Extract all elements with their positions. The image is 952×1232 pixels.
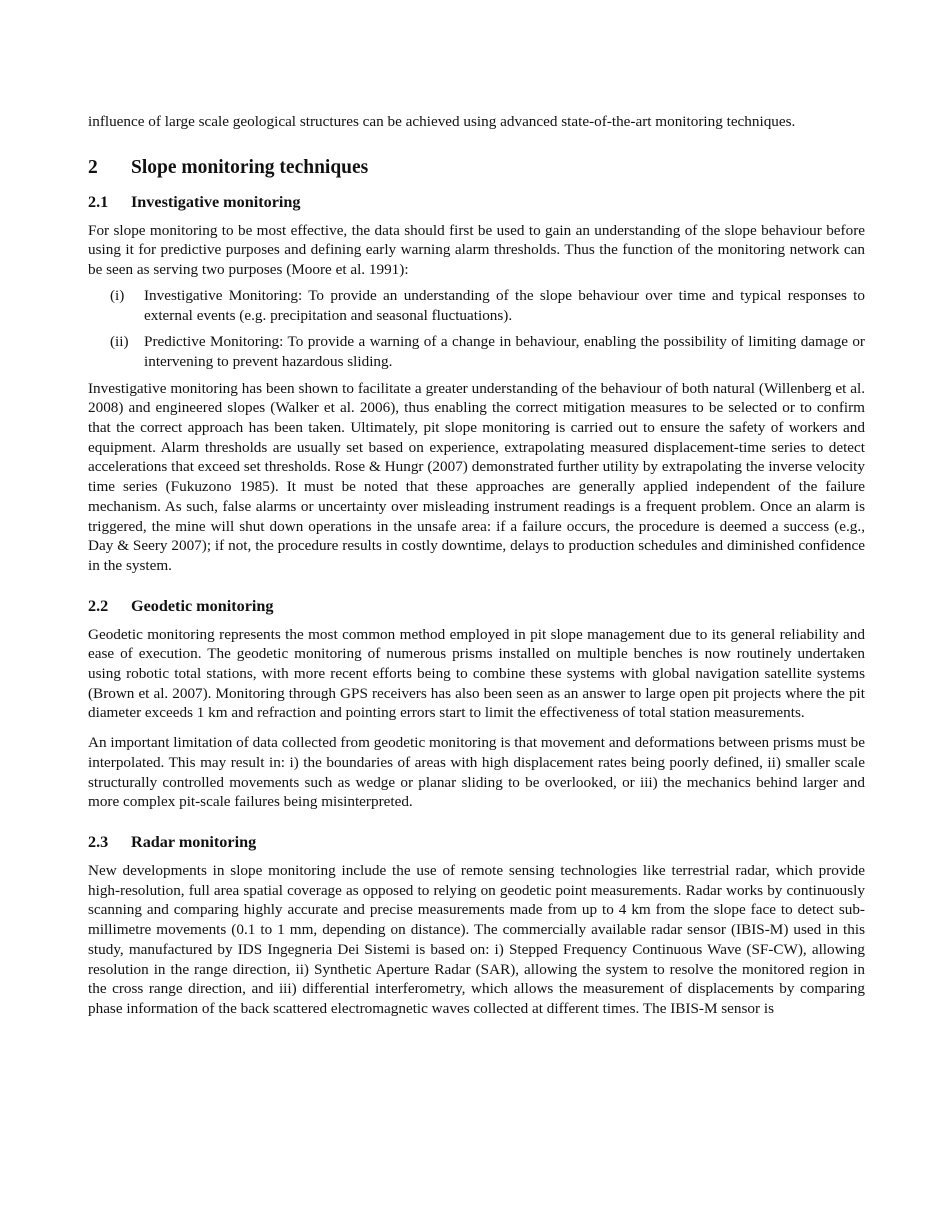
subsection-heading-radar	[88, 832, 865, 852]
subsection-title: Radar monitoring	[131, 832, 257, 851]
subsection-number: 2.1	[88, 192, 109, 211]
document-page	[88, 112, 865, 1019]
section-heading	[88, 156, 865, 180]
purpose-list	[88, 286, 865, 372]
list-item-text: Predictive Monitoring: To provide a warning of a change in behaviour, enabling the possibility of limiting damage or intervening to prevent hazardous sliding.	[144, 333, 865, 370]
paragraph: An important limitation of data collected from geodetic monitoring is that movement and deformations between prisms must be interpolated. This may result in: i) the boundaries of areas with high displacement rates being poorly defined, ii) smaller scale structurally controlled movements such as wedge or planar sliding to be overlooked, or iii) the mechanics behind larger and more complex pit-scale failures being misinterpreted.	[88, 734, 865, 811]
section-number: 2	[88, 156, 98, 178]
paragraph: New developments in slope monitoring include the use of remote sensing technologies like terrestrial radar, which provide high-resolution, full area spatial coverage as opposed to relying on geodetic point measurements. Radar works by continuously scanning and comparing highly accurate and precise measurements made from up to 4 km from the slope face to detect sub-millimetre movements (0.1 to 1 mm, depending on distance). The commercially available radar sensor (IBIS-M) used in this study, manufactured by IDS Ingegneria Dei Sistemi is based on: i) Stepped Frequency Continuous Wave (SF-CW), allowing resolution in the range direction, ii) Synthetic Aperture Radar (SAR), allowing the system to resolve the monitored region in the cross range direction, and iii) differential interferometry, which allows the measurement of displacements by comparing phase information of the back scattered electromagnetic waves collected at different times. The IBIS-M sensor is	[88, 861, 865, 1017]
section-title: Slope monitoring techniques	[131, 156, 369, 178]
subsection-number: 2.3	[88, 832, 109, 851]
subsection-title: Geodetic monitoring	[131, 596, 274, 615]
list-item-label: (ii)	[110, 333, 129, 351]
paragraph: Geodetic monitoring represents the most common method employed in pit slope management due to its general reliability and ease of execution. The geodetic monitoring of numerous prisms installed on multiple benches is now routinely undertaken using robotic total stations, with more recent efforts being to combine these systems with global navigation satellite systems (Brown et al. 2007). Monitoring through GPS receivers has also been seen as an answer to large open pit projects where the pit diameter exceeds 1 km and refraction and pointing errors start to limit the effectiveness of total station measurements.	[88, 625, 865, 722]
subsection-number: 2.2	[88, 596, 109, 615]
paragraph: Investigative monitoring has been shown to facilitate a greater understanding of the behaviour of both natural (Willenberg et al. 2008) and engineered slopes (Walker et al. 2006), thus enabling the correct mitigation measures to be selected or to confirm that the correct approach has been taken. Ultimately, pit slope monitoring is carried out to ensure the safety of workers and equipment. Alarm thresholds are usually set based on experience, extrapolating measured displacement-time series to detect accelerations that exceed set thresholds. Rose & Hungr (2007) demonstrated further utility by extrapolating the inverse velocity time series (Fukuzono 1985). It must be noted that these approaches are generally applied independent of the failure mechanism. As such, false alarms or uncertainty over misleading instrument readings is a frequent problem. Once an alarm is triggered, the mine will shut down operations in the unsafe area: if a failure occurs, the procedure is deemed a success (e.g., Day & Seery 2007); if not, the procedure results in costly downtime, delays to production schedules and diminished confidence in the system.	[88, 379, 865, 574]
list-item	[88, 286, 865, 325]
paragraph-gap	[88, 723, 865, 733]
list-item	[88, 332, 865, 371]
subsection-heading-investigative	[88, 192, 865, 212]
subsection-title: Investigative monitoring	[131, 192, 301, 211]
paragraph: For slope monitoring to be most effective, the data should first be used to gain an understanding of the slope behaviour before using it for predictive purposes and defining early warning alarm thresholds. Thus the function of the monitoring network can be seen as serving two purposes (Moore et al. 1991):	[88, 221, 865, 279]
intro-continuation-paragraph: influence of large scale geological structures can be achieved using advanced state-of-the-art monitoring techniques.	[88, 113, 796, 130]
subsection-heading-geodetic	[88, 596, 865, 616]
list-item-label: (i)	[110, 286, 125, 304]
list-item-text: Investigative Monitoring: To provide an understanding of the slope behaviour over time and typical responses to external events (e.g. precipitation and seasonal fluctuations).	[144, 286, 865, 324]
